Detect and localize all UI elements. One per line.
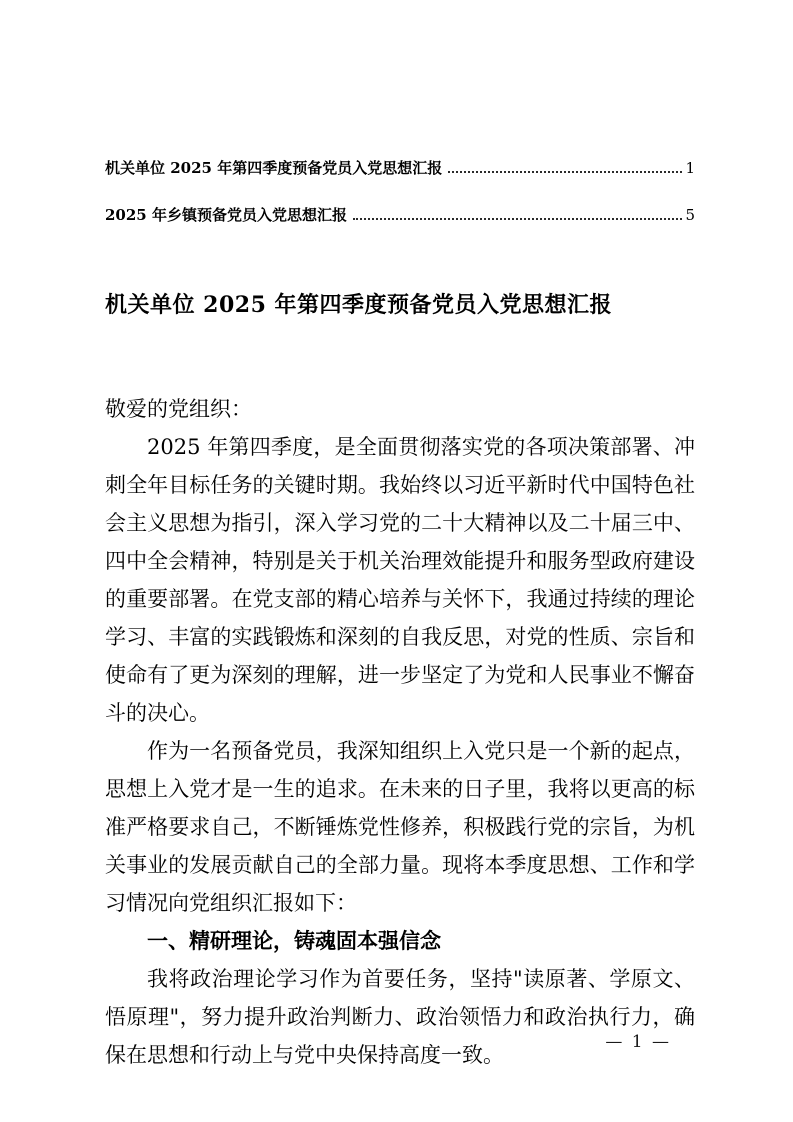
- toc-entry-page-number[interactable]: 1: [685, 159, 695, 177]
- toc-leader-dots: [353, 218, 682, 220]
- toc-entry-1[interactable]: [105, 158, 695, 178]
- body-paragraph-1: 2025 年第四季度，是全面贯彻落实党的各项决策部署、冲刺全年目标任务的关键时期。我始终以习近平新时代中国特色社会主义思想为指引，深入学习党的二十大精神以及二十届三中、四中全会精神，特别是关于机关治理效能提升和服务型政府建设的重要部署。在党支部的精心培养与关怀下，我通过持续的理论学习、丰富的实践锻炼和深刻的自我反思，对党的性质、宗旨和使命有了更为深刻的理解，进一步坚定了为党和人民事业不懈奋斗的决心。: [105, 435, 695, 725]
- salutation: 敬爱的党组织：: [105, 397, 252, 421]
- document-body: [105, 390, 695, 1074]
- table-of-contents: [105, 0, 695, 225]
- toc-entry-page-number[interactable]: 5: [685, 206, 695, 224]
- toc-entry-label[interactable]: 2025 年乡镇预备党员入党思想汇报: [105, 206, 347, 224]
- toc-leader-dots: [448, 171, 682, 173]
- section-heading-1: 一、精研理论，铸魂固本强信念: [147, 929, 441, 953]
- toc-entry-label[interactable]: 机关单位 2025 年第四季度预备党员入党思想汇报: [105, 159, 443, 177]
- section-paragraph-1: 我将政治理论学习作为首要任务，坚持"读原著、学原文、悟原理"，努力提升政治判断力、政治领悟力和政治执行力，确保在思想和行动上与党中央保持高度一致。: [105, 967, 695, 1067]
- toc-entry-2[interactable]: [105, 205, 695, 225]
- document-title: 机关单位 2025 年第四季度预备党员入党思想汇报: [105, 292, 613, 318]
- page-number: — 1 —: [605, 1032, 671, 1052]
- body-paragraph-2: 作为一名预备党员，我深知组织上入党只是一个新的起点，思想上入党才是一生的追求。在未来的日子里，我将以更高的标准严格要求自己，不断锤炼党性修养，积极践行党的宗旨，为机关事业的发展贡献自己的全部力量。现将本季度思想、工作和学习情况向党组织汇报如下：: [105, 739, 695, 915]
